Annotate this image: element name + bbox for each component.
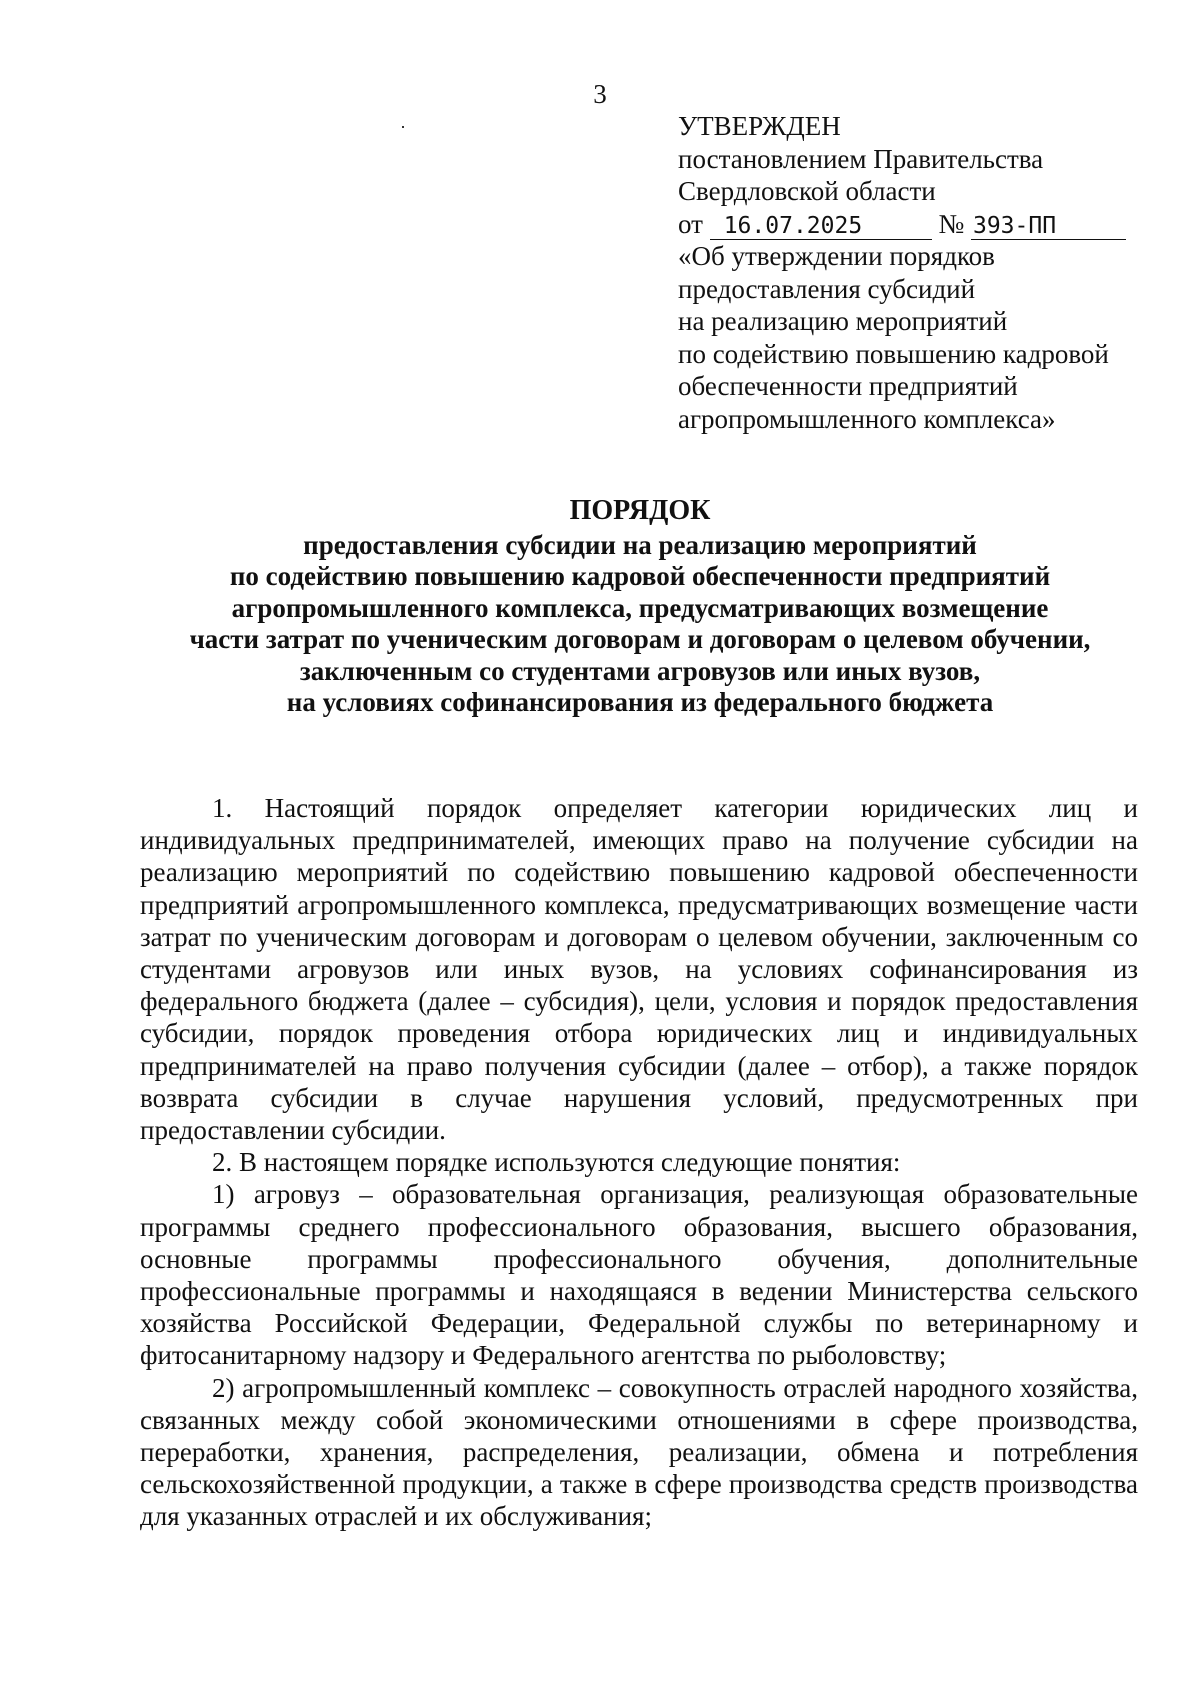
number-prefix: № — [938, 208, 965, 239]
document-body — [140, 792, 1138, 1533]
title-line: предоставления субсидии на реализацию мероприятий — [303, 529, 977, 560]
title-line: части затрат по ученическим договорам и договорам о целевом обучении, — [189, 624, 1091, 654]
approval-heading: УТВЕРЖДЕН — [678, 111, 841, 141]
title-line: заключенным со студентами агровузов или иных вузов, — [299, 655, 981, 686]
approval-subject-line: предоставления субсидий — [678, 273, 976, 304]
page-number: 3 — [593, 79, 607, 109]
approval-line-1: постановлением Правительства — [678, 143, 1044, 174]
paragraph: 1. Настоящий порядок определяет категории юридических лиц и индивидуальных предпринимателей, имеющих право на получение субсидии на реализацию мероприятий по содействию повышению кадровой обеспеченности предприятий агропромышленного комплекса, предусматривающих возмещение части затрат по ученическим договорам и договорам о целевом обучении, заключенным со студентами агровузов или иных вузов, на условиях софинансирования из федерального бюджета (далее – субсидия), цели, условия и порядок предоставления субсидии, порядок проведения отбора юридических лиц и индивидуальных предпринимателей на право получения субсидии (далее – отбор), а также порядок возврата субсидии в случае нарушения условий, предусмотренных при предоставлении субсидии. — [140, 793, 1138, 1146]
approval-date-number-line — [678, 208, 1158, 241]
approval-block — [678, 110, 1158, 435]
approval-line-2: Свердловской области — [678, 176, 936, 206]
paragraph: 1) агровуз – образовательная организация, реализующая образовательные программы среднего профессионального образования, высшего образования, основные программы профессионального обучения, дополнительные профессиональные программы и находящаяся в ведении Министерства сельского хозяйства Российской Федерации, Федеральной службы по ветеринарному и фитосанитарному надзору и Федерального агентства по рыболовству; — [140, 1179, 1138, 1371]
approval-subject-line: по содействию повышению кадровой — [678, 338, 1109, 369]
paragraph: 2. В настоящем порядке используются следующие понятия: — [212, 1147, 901, 1178]
title-line: по содействию повышению кадровой обеспеченности предприятий — [229, 561, 1051, 591]
paragraph: 2) агропромышленный комплекс – совокупность отраслей народного хозяйства, связанных между собой экономическими отношениями в сфере производства, переработки, хранения, распределения, реализации, обмена и потребления сельскохозяйственной продукции, а также в сфере производства средств производства для указанных отраслей и их обслуживания; — [140, 1372, 1138, 1532]
approval-subject-line: обеспеченности предприятий — [678, 371, 1018, 401]
approval-subject-line: агропромышленного комплекса» — [678, 403, 1056, 434]
title-line: агропромышленного комплекса, предусматривающих возмещение — [231, 592, 1049, 623]
approval-number: 393-ПП — [971, 213, 1126, 240]
scan-dot — [402, 126, 404, 128]
date-prefix: от — [678, 208, 703, 239]
document-title — [120, 495, 1160, 719]
approval-subject-line: «Об утверждении порядков — [678, 241, 995, 271]
approval-subject-line: на реализацию мероприятий — [678, 306, 1008, 336]
title-line: на условиях софинансирования из федерального бюджета — [286, 687, 994, 717]
approval-date: 16.07.2025 — [710, 213, 932, 240]
title-main: ПОРЯДОК — [569, 495, 711, 526]
